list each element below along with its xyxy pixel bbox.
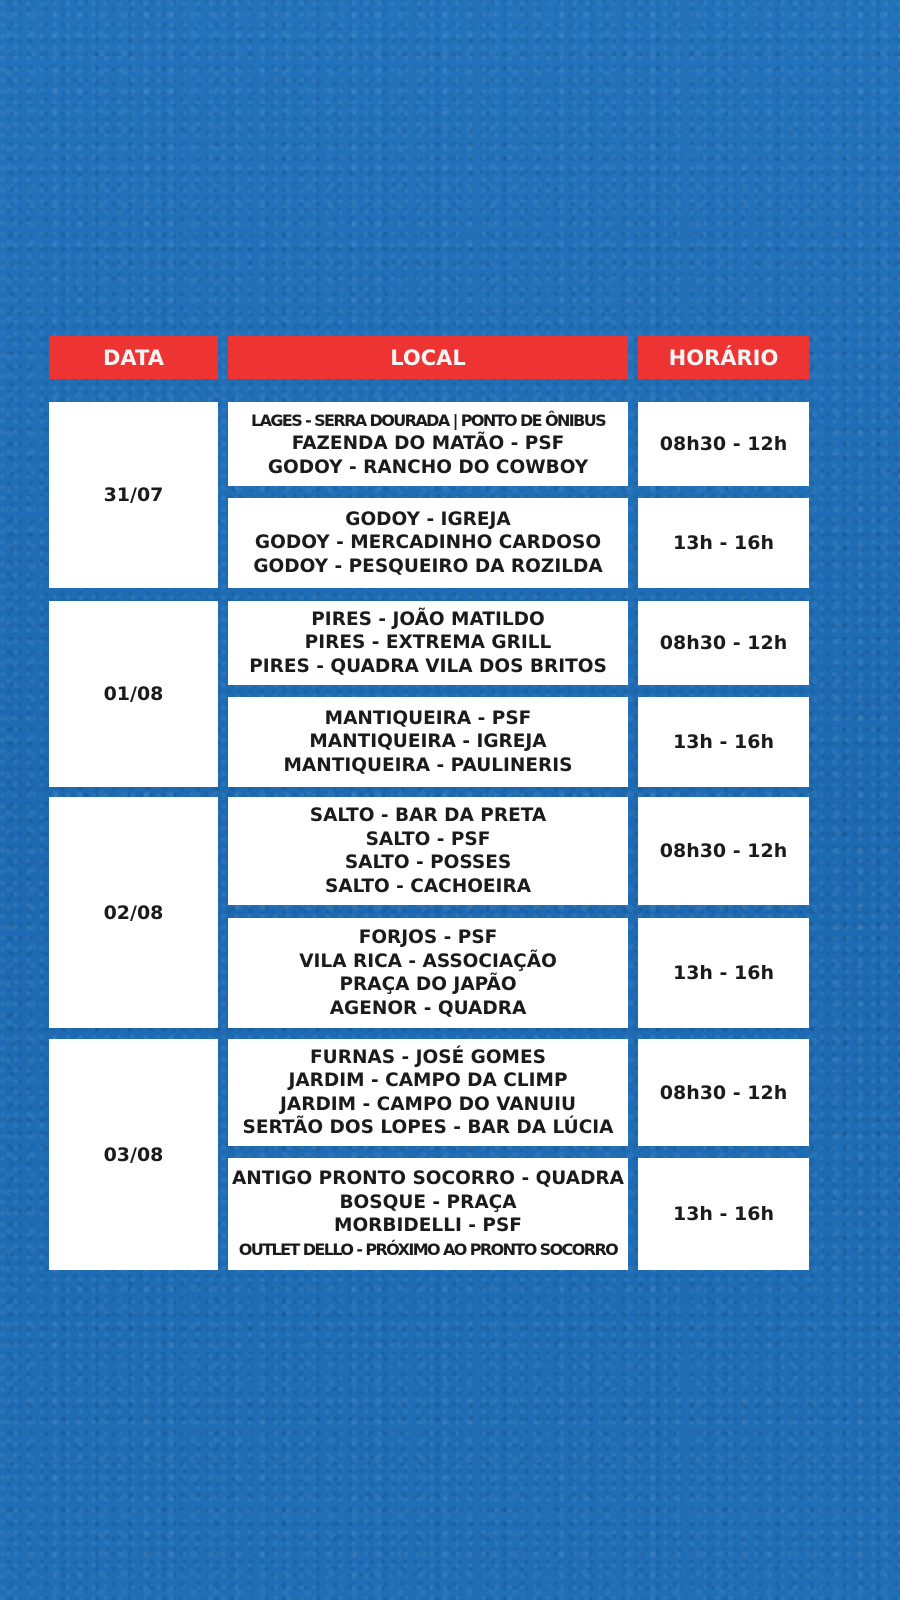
location-item: SALTO - BAR DA PRETA: [309, 805, 547, 826]
location-item: PIRES - EXTREMA GRILL: [304, 632, 552, 654]
location-cell: [228, 697, 628, 787]
location-item: BOSQUE - PRAÇA: [339, 1191, 517, 1213]
location-item: GODOY - RANCHO DO COWBOY: [267, 456, 589, 478]
location-item: ANTIGO PRONTO SOCORRO - QUADRA: [231, 1168, 624, 1189]
location-item: GODOY - MERCADINHO CARDOSO: [254, 532, 602, 554]
time-cell: 13h - 16h: [638, 498, 809, 588]
location-cell: [228, 402, 628, 486]
time-cell: 08h30 - 12h: [638, 797, 809, 905]
location-item: GODOY - PESQUEIRO DA ROZILDA: [253, 555, 603, 577]
header-local: LOCAL: [228, 336, 628, 379]
location-item: FORJOS - PSF: [358, 927, 498, 948]
header-time: HORÁRIO: [638, 336, 809, 379]
location-item: SERTÃO DOS LOPES - BAR DA LÚCIA: [242, 1117, 614, 1138]
location-cell: [228, 498, 628, 588]
location-item: JARDIM - CAMPO DA CLIMP: [288, 1070, 568, 1091]
time-cell: 13h - 16h: [638, 1158, 809, 1270]
location-item: GODOY - IGREJA: [345, 508, 511, 530]
header-date: DATA: [49, 336, 218, 379]
location-item: PIRES - QUADRA VILA DOS BRITOS: [249, 655, 607, 677]
location-item: SALTO - POSSES: [344, 852, 512, 873]
location-item: VILA RICA - ASSOCIAÇÃO: [299, 950, 557, 972]
location-cell: [228, 601, 628, 685]
date-cell: 01/08: [49, 601, 218, 787]
location-cell: [228, 1039, 628, 1146]
date-cell: 02/08: [49, 797, 218, 1028]
location-item: FAZENDA DO MATÃO - PSF: [291, 433, 565, 455]
location-item: OUTLET DELLO - PRÓXIMO AO PRONTO SOCORRO: [238, 1239, 618, 1259]
location-item: PIRES - JOÃO MATILDO: [311, 608, 545, 630]
location-item: MANTIQUEIRA - PSF: [324, 707, 532, 729]
location-cell: [228, 1158, 628, 1270]
location-item: MORBIDELLI - PSF: [334, 1215, 522, 1236]
location-item: SALTO - CACHOEIRA: [324, 875, 532, 897]
location-item: AGENOR - QUADRA: [329, 997, 527, 1019]
location-item: MANTIQUEIRA - PAULINERIS: [283, 754, 573, 776]
time-cell: 08h30 - 12h: [638, 402, 809, 486]
location-item: JARDIM - CAMPO DO VANUIU: [280, 1093, 576, 1115]
location-item: PRAÇA DO JAPÃO: [339, 974, 517, 995]
date-cell: 03/08: [49, 1039, 218, 1270]
location-cell: [228, 797, 628, 905]
time-cell: 08h30 - 12h: [638, 1039, 809, 1146]
location-item: SALTO - PSF: [365, 828, 491, 850]
time-cell: 08h30 - 12h: [638, 601, 809, 685]
time-cell: 13h - 16h: [638, 697, 809, 787]
date-cell: 31/07: [49, 402, 218, 588]
location-cell: [228, 918, 628, 1028]
location-item: MANTIQUEIRA - IGREJA: [309, 731, 547, 753]
location-item: FURNAS - JOSÉ GOMES: [310, 1046, 546, 1068]
location-item: LAGES - SERRA DOURADA | PONTO DE ÔNIBUS: [250, 410, 606, 430]
time-cell: 13h - 16h: [638, 918, 809, 1028]
